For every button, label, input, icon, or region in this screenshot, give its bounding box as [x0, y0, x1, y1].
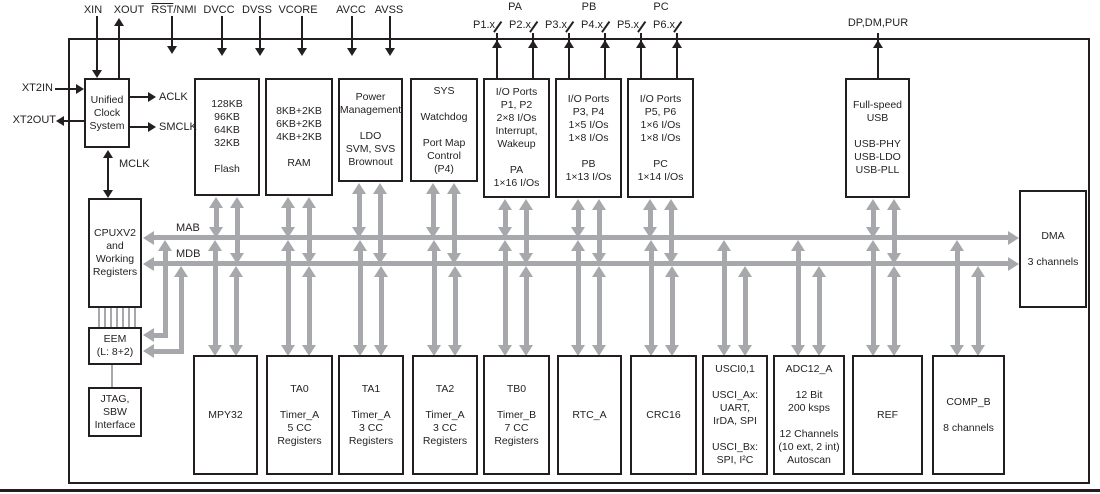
- block-ta2-label: TA2 Timer_A 3 CC Registers: [422, 382, 468, 447]
- block-rtc: [557, 355, 622, 475]
- bus-vertical-arrow: [234, 275, 239, 347]
- block-ref: [852, 355, 923, 475]
- bus-vertical-arrow: [955, 249, 960, 347]
- bus-vertical-arrow: [379, 275, 384, 347]
- bus-label-mab: MAB: [176, 222, 200, 234]
- cpu-eem-link: [128, 308, 130, 327]
- port-group-label-pa: PA: [508, 1, 522, 13]
- bus-vertical-arrow: [871, 249, 876, 347]
- arrowhead-right-icon: [148, 122, 156, 132]
- bus-vertical-arrow: [431, 192, 436, 229]
- block-unified-clock-system: [84, 78, 130, 148]
- arrowhead-down-icon: [103, 190, 113, 198]
- arrowhead-left-icon: [143, 231, 154, 245]
- pin-label-usb-pins: DP,DM,PUR: [847, 17, 909, 29]
- pin-label-xt2in: XT2IN: [21, 82, 53, 94]
- eem-jtag-link: [111, 365, 113, 387]
- arrowhead-up-icon: [114, 18, 124, 26]
- arrowhead-right-icon: [1008, 231, 1019, 245]
- block-usci-label: USCI0,1 USCI_Ax: UART, IrDA, SPI USCI_Bx: SPI, I²C: [711, 363, 759, 466]
- arrowhead-down-icon: [167, 46, 177, 54]
- bus-vertical-arrow: [649, 249, 654, 347]
- block-ta0: [266, 355, 333, 475]
- avss-line: [389, 16, 391, 49]
- cpu-eem-link: [98, 308, 100, 327]
- arrowhead-down-icon: [347, 48, 357, 56]
- arrowhead-up-icon: [492, 40, 502, 48]
- avcc-line: [351, 16, 353, 49]
- block-crc16-label: CRC16: [646, 408, 681, 421]
- bus-vertical-arrow: [358, 249, 363, 347]
- block-adc12: [773, 355, 845, 475]
- port-group-label-pc: PC: [653, 1, 669, 13]
- pin-label-xt2out: XT2OUT: [12, 114, 56, 126]
- bus-vertical-arrow: [286, 206, 291, 229]
- arrowhead-down-icon: [92, 70, 102, 78]
- block-jtag: [88, 387, 142, 437]
- pin-label-xout: XOUT: [113, 4, 145, 16]
- block-adc12-label: ADC12_A 12 Bit 200 ksps 12 Channels (10 ext, 2 int) Autoscan: [778, 363, 840, 466]
- block-usb-label: Full-speed USB USB-PHY USB-LDO USB-PLL: [852, 99, 903, 176]
- bus-vertical-arrow: [669, 208, 674, 255]
- block-ta1-label: TA1 Timer_A 3 CC Registers: [348, 382, 394, 447]
- arrowhead-up-icon: [873, 40, 883, 48]
- bus-vertical-arrow: [235, 206, 240, 255]
- pin-label-p5x: P5.x: [616, 19, 639, 31]
- pin-label-p6x: P6.x: [652, 19, 675, 31]
- arrowhead-right-icon: [1008, 257, 1019, 271]
- block-io-ports-pc-label: I/O Ports P5, P6 1×6 I/Os 1×8 I/Os PC 1×14 I/Os: [637, 92, 684, 183]
- block-power-management: [338, 78, 403, 182]
- pin-label-p1x: P1.x: [472, 19, 495, 31]
- bus-label-mdb: MDB: [176, 248, 201, 260]
- arrowhead-left-icon: [143, 257, 154, 271]
- bus-vertical-arrow: [976, 275, 981, 347]
- block-eem-label: EEM (L: 8+2): [96, 333, 134, 358]
- block-io-ports-pc: [627, 78, 694, 198]
- bus-vertical-arrow: [524, 275, 529, 347]
- connector-line: [152, 349, 184, 354]
- bus-vertical-arrow: [576, 249, 581, 347]
- block-cpu: [88, 198, 142, 308]
- pin-label-p4x: P4.x: [580, 19, 603, 31]
- pin-label-dvcc: DVCC: [203, 4, 235, 16]
- bus-vertical-arrow: [524, 208, 529, 255]
- block-ta2: [412, 355, 478, 475]
- block-jtag-label: JTAG, SBW Interface: [94, 392, 136, 431]
- block-mpy32: [193, 355, 258, 475]
- block-flash-label: 128KB 96KB 64KB 32KB Flash: [211, 98, 243, 175]
- clock-label-smclk: SMCLK: [159, 121, 197, 133]
- block-usb: [845, 78, 910, 198]
- smclk-line: [130, 126, 148, 128]
- xt2in-line: [55, 88, 77, 90]
- arrowhead-down-icon: [385, 48, 395, 56]
- pin-label-p3x: P3.x: [544, 19, 567, 31]
- arrowhead-up-icon: [528, 40, 538, 48]
- bus-vertical-arrow: [378, 192, 383, 255]
- pin-label-nmi: /NMI: [173, 4, 197, 16]
- block-eem: [88, 327, 142, 365]
- bus-vertical-arrow: [817, 275, 822, 347]
- block-io-ports-pa-label: I/O Ports P1, P2 2×8 I/Os Interrupt, Wakeup PA 1×16 I/Os: [493, 86, 540, 189]
- block-dma-label: DMA 3 channels: [1027, 229, 1079, 268]
- bus-vertical-arrow: [743, 275, 748, 347]
- arrowhead-up-icon: [636, 40, 646, 48]
- arrowhead-left-icon: [143, 328, 154, 342]
- block-ram: [265, 78, 333, 196]
- block-ta1: [338, 355, 404, 475]
- connector-line: [152, 333, 168, 338]
- cpu-eem-link: [104, 308, 106, 327]
- connector-line: [163, 249, 168, 338]
- bus-vertical-arrow: [722, 249, 727, 347]
- bus-vertical-arrow: [796, 249, 801, 347]
- bus-vertical-arrow: [503, 208, 508, 229]
- bus-vertical-arrow: [871, 208, 876, 229]
- bus-vertical-arrow: [307, 206, 312, 255]
- dvcc-line: [221, 16, 223, 49]
- port-group-label-pb: PB: [581, 1, 597, 13]
- arrowhead-right-icon: [148, 92, 156, 102]
- block-tb0: [483, 355, 550, 475]
- pin-label-avss: AVSS: [374, 4, 404, 16]
- bus-vertical-arrow: [576, 208, 581, 229]
- connector-line: [179, 275, 184, 354]
- bus-vertical-arrow: [503, 249, 508, 347]
- bus-vertical-arrow: [213, 249, 218, 347]
- block-sys-watchdog-label: SYS Watchdog Port Map Control (P4): [420, 84, 468, 175]
- pin-label-avcc: AVCC: [336, 4, 366, 16]
- clock-label-mclk: MCLK: [119, 158, 150, 170]
- block-rtc-label: RTC_A: [572, 408, 607, 421]
- mclk-line: [107, 157, 109, 190]
- block-usci: [702, 355, 768, 475]
- block-ref-label: REF: [877, 408, 898, 421]
- arrowhead-up-icon: [600, 40, 610, 48]
- block-ta0-label: TA0 Timer_A 5 CC Registers: [277, 382, 322, 447]
- block-comp: [932, 355, 1005, 475]
- arrowhead-down-icon: [217, 48, 227, 56]
- block-crc16: [630, 355, 697, 475]
- bottom-rule: [0, 489, 1100, 492]
- arrowhead-up-icon: [564, 40, 574, 48]
- arrowhead-up-icon: [672, 40, 682, 48]
- block-mpy32-label: MPY32: [208, 408, 243, 421]
- block-io-ports-pb: [555, 78, 622, 198]
- cpu-eem-link: [122, 308, 124, 327]
- bus-vertical-arrow: [286, 249, 291, 347]
- pin-label-vcore: VCORE: [278, 4, 318, 16]
- bus-vertical-arrow: [357, 192, 362, 229]
- bus-vertical-arrow: [892, 208, 897, 255]
- bus-vertical-arrow: [214, 206, 219, 229]
- bus-vertical-arrow: [892, 275, 897, 347]
- rst-nmi-line: [171, 16, 173, 47]
- block-ram-label: 8KB+2KB 6KB+2KB 4KB+2KB RAM: [276, 104, 322, 169]
- pin-label-dvss: DVSS: [242, 4, 272, 16]
- bus-vertical-arrow: [597, 275, 602, 347]
- block-io-ports-pb-label: I/O Ports P3, P4 1×5 I/Os 1×8 I/Os PB 1×13 I/Os: [565, 92, 612, 183]
- bus-vertical-arrow: [452, 192, 457, 255]
- bus-vertical-arrow: [307, 275, 312, 347]
- block-cpu-label: CPUXV2 and Working Registers: [92, 227, 138, 278]
- block-power-management-label: Power Management LDO SVM, SVS Brownout: [339, 91, 402, 168]
- arrowhead-down-icon: [297, 48, 307, 56]
- bus-vertical-arrow: [670, 275, 675, 347]
- cpu-eem-link: [110, 308, 112, 327]
- mdb-bus: [152, 261, 1009, 266]
- bus-vertical-arrow: [597, 208, 602, 255]
- block-unified-clock-system-label: Unified Clock System: [89, 93, 125, 132]
- pin-label-rst-nmi: [146, 4, 202, 17]
- aclk-line: [130, 96, 148, 98]
- pin-label-p2x: P2.x: [508, 19, 531, 31]
- pin-label-rst: $\overline{RST}$: [151, 4, 174, 16]
- arrowhead-left-icon: [143, 344, 154, 358]
- vcore-line: [301, 16, 303, 49]
- dvss-line: [259, 16, 261, 49]
- pin-label-xin: XIN: [83, 4, 103, 16]
- block-comp-label: COMP_B 8 channels: [943, 395, 994, 434]
- block-sys-watchdog: [410, 78, 478, 182]
- cpu-eem-link: [134, 308, 136, 327]
- bus-vertical-arrow: [648, 208, 653, 229]
- xout-line: [118, 26, 120, 78]
- cpu-eem-link: [116, 308, 118, 327]
- bus-vertical-arrow: [432, 249, 437, 347]
- block-flash: [194, 78, 260, 196]
- block-tb0-label: TB0 Timer_B 7 CC Registers: [494, 382, 539, 447]
- arrowhead-right-icon: [76, 84, 84, 94]
- xt2out-line: [63, 120, 84, 122]
- block-io-ports-pa: [483, 78, 550, 198]
- bus-vertical-arrow: [453, 275, 458, 347]
- block-dma: [1019, 190, 1087, 308]
- arrowhead-down-icon: [255, 48, 265, 56]
- xin-line: [96, 16, 98, 71]
- clock-label-aclk: ACLK: [159, 91, 188, 103]
